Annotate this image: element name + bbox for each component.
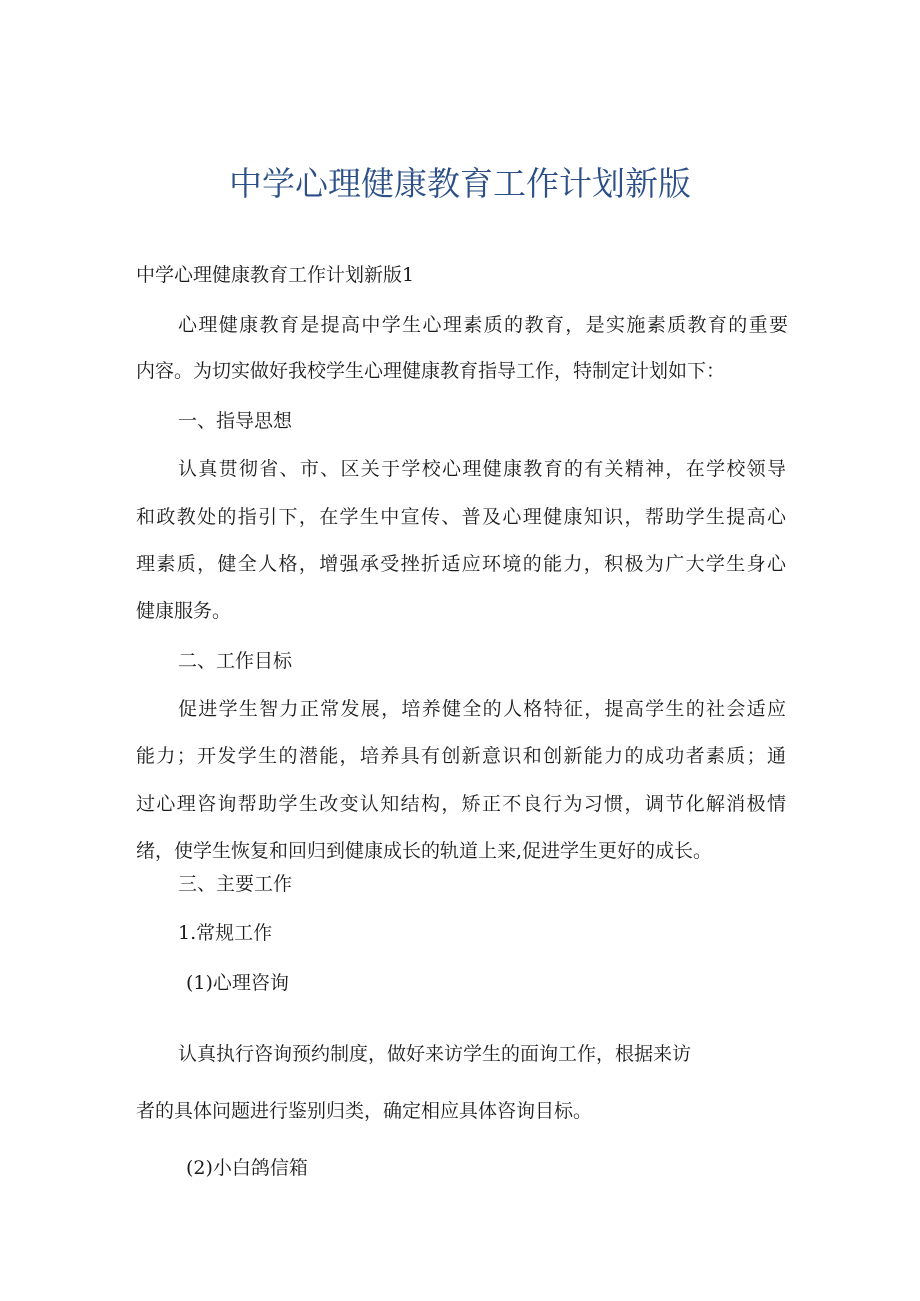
section3-item1: (1)心理咨询 bbox=[186, 972, 289, 994]
section3-item1-line-1: 认真执行咨询预约制度，做好来访学生的面询工作，根据来访 bbox=[178, 1043, 692, 1065]
section3-sub1: 1.常规工作 bbox=[178, 922, 273, 944]
section2-line-4: 绪，使学生恢复和回归到健康成长的轨道上来,促进学生更好的成长。 bbox=[136, 840, 713, 862]
subtitle: 中学心理健康教育工作计划新版1 bbox=[136, 264, 415, 286]
section1-line-2: 和政教处的指引下，在学生中宣传、普及心理健康知识，帮助学生提高心 bbox=[136, 506, 786, 528]
section1-line-4: 健康服务。 bbox=[136, 600, 232, 622]
section2-heading: 二、工作目标 bbox=[178, 650, 293, 672]
intro-line-2: 内容。为切实做好我校学生心理健康教育指导工作，特制定计划如下： bbox=[136, 360, 726, 382]
document-title: 中学心理健康教育工作计划新版 bbox=[229, 164, 691, 203]
section3-heading: 三、主要工作 bbox=[178, 873, 293, 895]
section1-line-3: 理素质，健全人格，增强承受挫折适应环境的能力，积极为广大学生身心 bbox=[136, 553, 786, 575]
section2-line-3: 过心理咨询帮助学生改变认知结构，矫正不良行为习惯，调节化解消极情 bbox=[136, 793, 786, 815]
section1-line-1: 认真贯彻省、市、区关于学校心理健康教育的有关精神，在学校领导 bbox=[178, 458, 786, 480]
section1-heading: 一、指导思想 bbox=[178, 410, 293, 432]
section2-line-2: 能力；开发学生的潜能，培养具有创新意识和创新能力的成功者素质；通 bbox=[136, 745, 786, 767]
section2-line-1: 促进学生智力正常发展，培养健全的人格特征，提高学生的社会适应 bbox=[178, 698, 786, 720]
section3-item1-line-2: 者的具体问题进行鉴别归类，确定相应具体咨询目标。 bbox=[136, 1100, 593, 1122]
section3-item2: (2)小白鸽信箱 bbox=[186, 1157, 308, 1179]
intro-line-1: 心理健康教育是提高中学生心理素质的教育，是实施素质教育的重要 bbox=[178, 314, 788, 336]
